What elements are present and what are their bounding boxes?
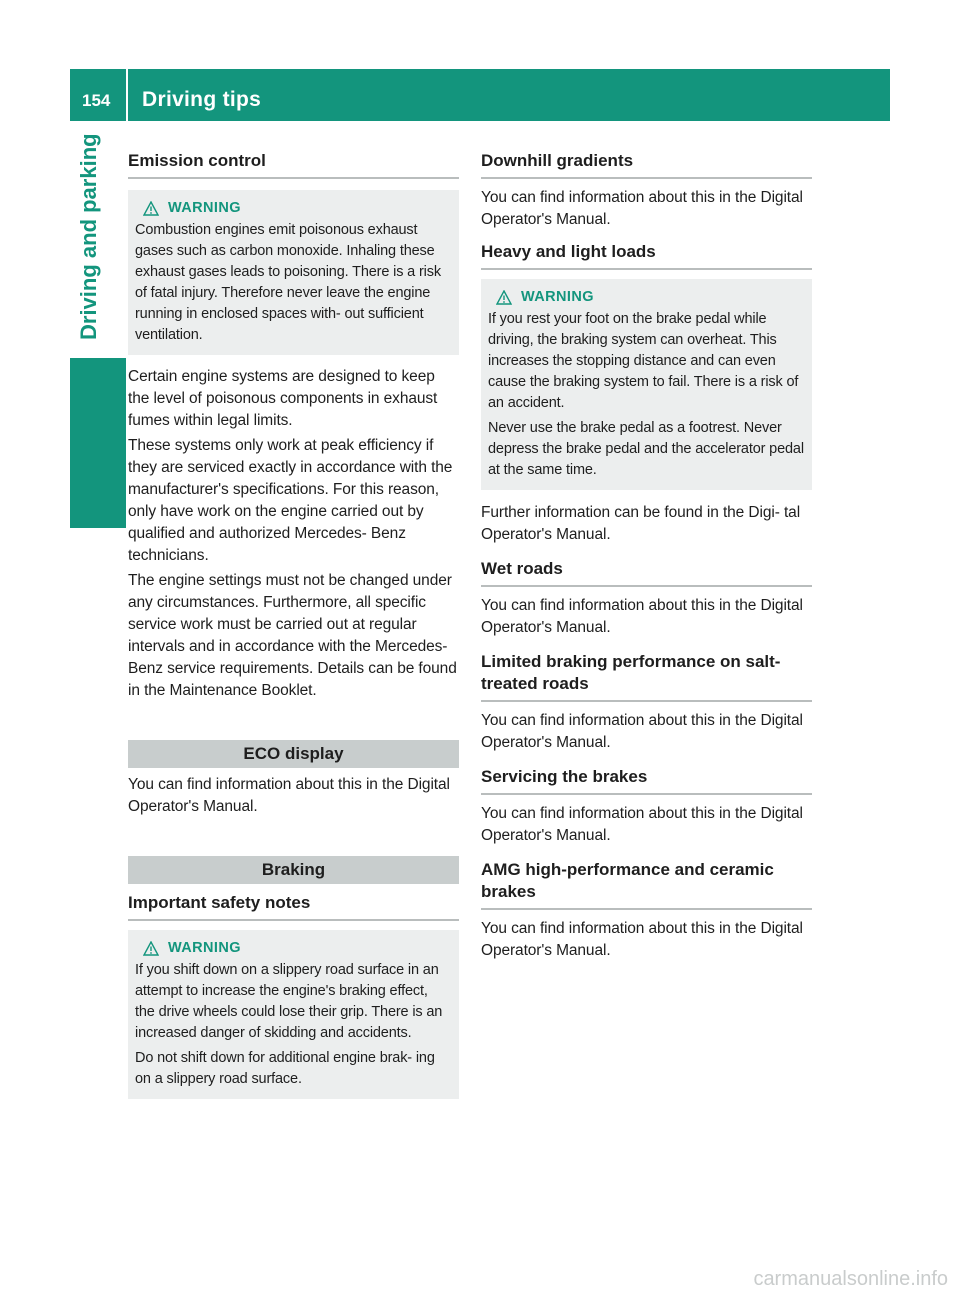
warning-header — [496, 289, 804, 305]
warning-text-1: If you rest your foot on the brake pedal while driving, the braking system can overheat. This increases the stopping distance and can even cause the braking system to fail. There is a risk of an accident. — [488, 311, 799, 411]
salt-roads-text: You can find information about this in the Digital Operator's Manual. — [481, 712, 803, 751]
warning-box-emission — [128, 190, 459, 355]
page-number: 154 — [82, 91, 111, 110]
servicing-brakes-heading: Servicing the brakes — [481, 766, 812, 795]
downhill-text: You can find information about this in the Digital Operator's Manual. — [481, 189, 803, 228]
section-braking: Braking — [128, 856, 459, 884]
wet-roads-text: You can find information about this in the Digital Operator's Manual. — [481, 597, 803, 636]
warning-label: WARNING — [168, 940, 241, 956]
emission-paragraph-1: Certain engine systems are designed to keep the level of poisonous components in exhaust fumes within legal limits. — [128, 368, 438, 429]
salt-roads-heading: Limited braking performance on salt- treated roads — [481, 651, 812, 702]
warning-triangle-icon — [496, 290, 512, 305]
warning-label: WARNING — [168, 200, 241, 216]
amg-brakes-text: You can find information about this in the Digital Operator's Manual. — [481, 920, 803, 959]
downhill-heading: Downhill gradients — [481, 150, 812, 179]
emission-paragraph-2: These systems only work at peak efficiency if they are serviced exactly in accordance with the manufacturer's specifications. For this reason, only have work on the engine carried out by qualified and authorized Mercedes- Benz technicians. — [128, 437, 453, 564]
warning-label: WARNING — [521, 289, 594, 305]
warning-header — [143, 940, 451, 956]
amg-brakes-heading: AMG high-performance and ceramic brakes — [481, 859, 812, 910]
warning-text: Combustion engines emit poisonous exhaust gases such as carbon monoxide. Inhaling these exhaust gases leads to poisoning. There is a risk of fatal injury. Therefore never leave the engine running in enclosed spaces with- out sufficient ventilation. — [135, 222, 441, 343]
watermark: carmanualsonline.info — [753, 1268, 948, 1290]
servicing-brakes-text: You can find information about this in the Digital Operator's Manual. — [481, 805, 803, 844]
warning-triangle-icon — [143, 201, 159, 216]
wet-roads-heading: Wet roads — [481, 558, 812, 587]
chapter-side-block — [70, 358, 126, 528]
section-eco-display: ECO display — [128, 740, 459, 768]
safety-heading: Important safety notes — [128, 892, 459, 921]
loads-heading: Heavy and light loads — [481, 241, 812, 270]
warning-text-2: Never use the brake pedal as a footrest. Never depress the brake pedal and the accelerator pedal at the same time. — [488, 420, 804, 478]
warning-text-2: Do not shift down for additional engine brak- ing on a slippery road surface. — [135, 1050, 435, 1087]
further-info-text: Further information can be found in the Digi- tal Operator's Manual. — [481, 504, 801, 543]
emission-paragraph-3: The engine settings must not be changed under any circumstances. Furthermore, all specific service work must be carried out at regular intervals and in accordance with the Mercedes-Benz service requirements. Details can be found in the Maintenance Booklet. — [128, 572, 457, 699]
warning-box-brake-pedal — [481, 279, 812, 490]
warning-header — [143, 200, 451, 216]
warning-triangle-icon — [143, 941, 159, 956]
page-title: Driving tips — [142, 88, 262, 111]
emission-heading: Emission control — [128, 150, 459, 179]
eco-text: You can find information about this in the Digital Operator's Manual. — [128, 776, 450, 815]
warning-box-shift-down — [128, 930, 459, 1099]
right-column — [481, 150, 812, 962]
left-column — [128, 150, 459, 1099]
warning-text-1: If you shift down on a slippery road surface in an attempt to increase the engine's braking effect, the drive wheels could lose their grip. There is an increased danger of skidding and accidents. — [135, 962, 443, 1041]
chapter-side-tab: Driving and parking — [76, 133, 101, 340]
header-divider — [126, 69, 128, 121]
